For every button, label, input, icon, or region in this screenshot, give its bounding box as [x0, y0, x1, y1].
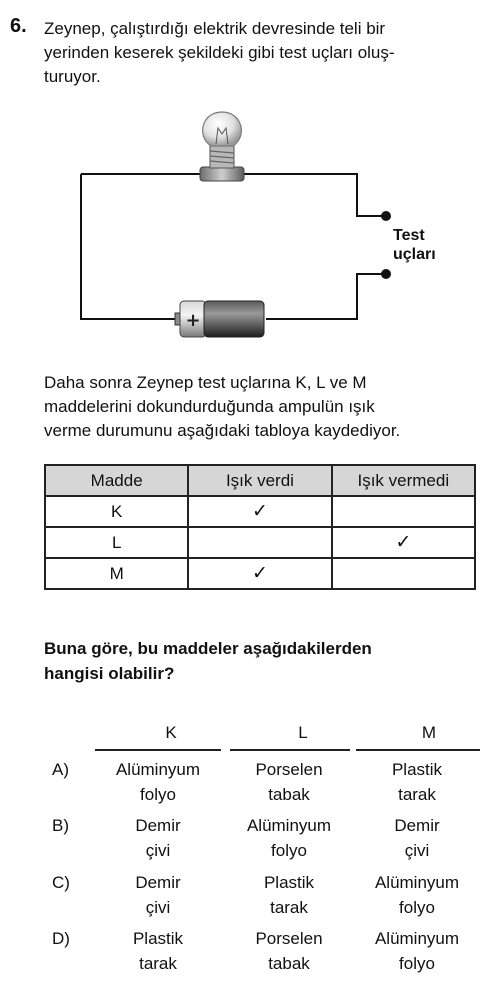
battery-plus-sign: +: [185, 310, 201, 331]
test-lead-bottom: [381, 269, 391, 279]
option-l-value: [224, 926, 354, 976]
column-header-k: K: [165, 723, 177, 742]
table-row: [45, 496, 475, 527]
question-number: 6.: [10, 15, 27, 37]
value-line: Alüminyum: [374, 873, 460, 892]
question-stem: [44, 17, 484, 89]
description-paragraph: [44, 371, 489, 443]
header-isik-vermedi: Işık vermedi: [332, 465, 475, 496]
cell-madde: K: [45, 496, 188, 527]
question-prompt: [44, 636, 489, 686]
option-l-value: [224, 757, 354, 807]
table-row: [45, 527, 475, 558]
option-d[interactable]: [0, 926, 493, 978]
paragraph-line: maddelerini dokundurduğunda ampulün ışık: [44, 397, 375, 416]
header-isik-verdi: Işık verdi: [188, 465, 331, 496]
value-line: folyo: [399, 954, 435, 973]
check-mark: ✓: [188, 558, 331, 589]
option-b[interactable]: [0, 813, 493, 865]
value-line: Alüminyum: [115, 760, 201, 779]
value-line: Alüminyum: [374, 929, 460, 948]
value-line: tabak: [268, 785, 310, 804]
stem-line: Zeynep, çalıştırdığı elektrik devresinde teli bir: [44, 19, 386, 38]
option-l-value: [224, 813, 354, 863]
value-line: Demir: [135, 873, 181, 892]
option-letter: B): [52, 816, 69, 835]
option-letter: C): [52, 873, 70, 892]
value-line: folyo: [271, 841, 307, 860]
column-underline: [230, 749, 350, 751]
column-header-m: M: [421, 723, 437, 742]
value-line: tarak: [139, 954, 177, 973]
value-line: Porselen: [255, 929, 323, 948]
column-underline: [356, 749, 480, 751]
battery-icon: [175, 301, 264, 337]
circuit-diagram: [0, 100, 493, 350]
value-line: folyo: [399, 898, 435, 917]
check-mark: [332, 558, 475, 589]
option-m-value: [352, 870, 482, 920]
paragraph-line: verme durumunu aşağıdaki tabloya kaydediyor.: [44, 421, 401, 440]
cell-madde: L: [45, 527, 188, 558]
stem-line: yerinden keserek şekildeki gibi test uçları oluş-: [44, 43, 395, 62]
table-row: [45, 558, 475, 589]
option-k-value: [93, 870, 223, 920]
option-l-value: [224, 870, 354, 920]
option-a[interactable]: [0, 757, 493, 809]
option-m-value: [352, 926, 482, 976]
check-mark: [188, 527, 331, 558]
options-header: [0, 723, 493, 753]
value-line: Porselen: [255, 760, 323, 779]
option-m-value: [352, 813, 482, 863]
table-header-row: [45, 465, 475, 496]
test-leads-label: [393, 226, 436, 264]
value-line: Demir: [394, 816, 440, 835]
value-line: Alüminyum: [246, 816, 332, 835]
value-line: çivi: [404, 841, 430, 860]
option-m-value: [352, 757, 482, 807]
prompt-line: Buna göre, bu maddeler aşağıdakilerden: [44, 639, 372, 658]
column-header-l: L: [298, 723, 308, 742]
test-lead-top: [381, 211, 391, 221]
circuit-wires: [81, 174, 386, 319]
check-mark: ✓: [332, 527, 475, 558]
value-line: tabak: [268, 954, 310, 973]
value-line: folyo: [140, 785, 176, 804]
check-mark: [332, 496, 475, 527]
value-line: Plastik: [391, 760, 443, 779]
paragraph-line: Daha sonra Zeynep test uçlarına K, L ve M: [44, 373, 367, 392]
option-k-value: [93, 813, 223, 863]
test-label-line: uçları: [393, 246, 436, 263]
value-line: çivi: [145, 841, 171, 860]
stem-line: turuyor.: [44, 67, 101, 86]
value-line: Plastik: [263, 873, 315, 892]
value-line: tarak: [270, 898, 308, 917]
light-bulb-icon: [200, 112, 244, 181]
option-c[interactable]: [0, 870, 493, 922]
value-line: çivi: [145, 898, 171, 917]
value-line: Plastik: [132, 929, 184, 948]
value-line: Demir: [135, 816, 181, 835]
value-line: tarak: [398, 785, 436, 804]
option-letter: D): [52, 929, 70, 948]
option-k-value: [93, 757, 223, 807]
results-table: [44, 464, 476, 590]
option-k-value: [93, 926, 223, 976]
test-label-line: Test: [393, 227, 425, 244]
option-letter: A): [52, 760, 69, 779]
cell-madde: M: [45, 558, 188, 589]
prompt-line: hangisi olabilir?: [44, 664, 175, 683]
column-underline: [95, 749, 221, 751]
check-mark: ✓: [188, 496, 331, 527]
header-madde: Madde: [45, 465, 188, 496]
